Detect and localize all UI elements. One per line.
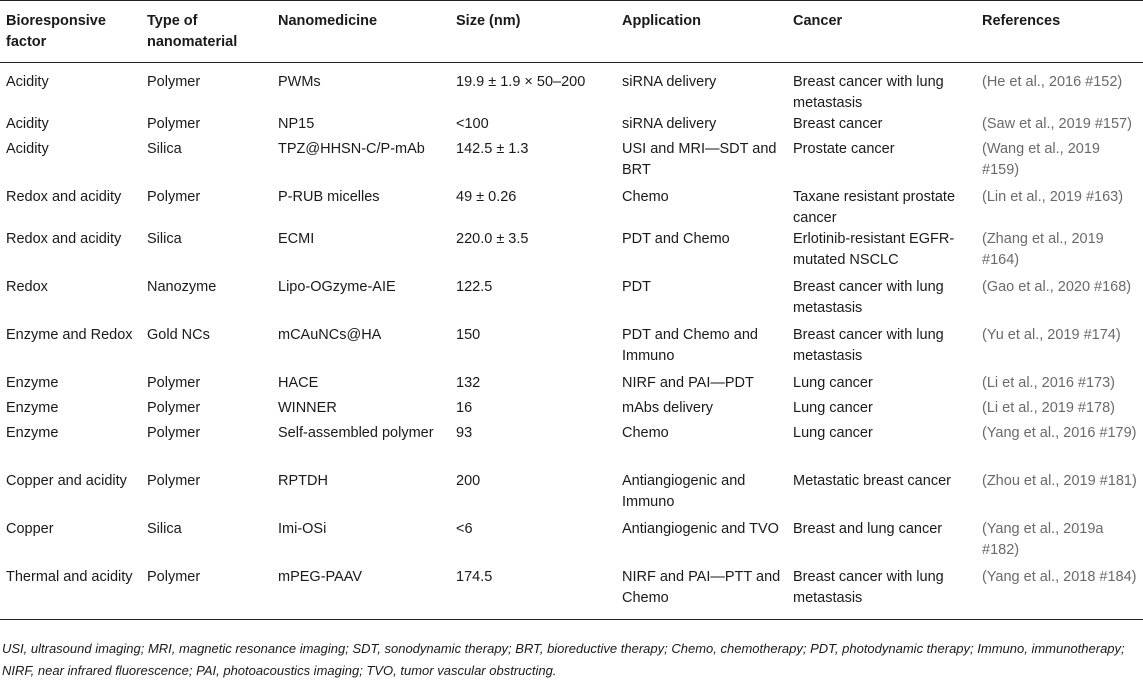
- nanomaterial-cell: Polymer: [141, 567, 272, 620]
- size-cell: 200: [456, 473, 481, 489]
- cancer-cell: Breast cancer: [793, 116, 883, 132]
- bioresponsive-factor-cell: Thermal and acidity: [0, 567, 141, 620]
- cancer-cell: Breast and lung cancer: [793, 521, 943, 537]
- cancer-cell: Lung cancer: [793, 400, 873, 416]
- nanomedicine-cell: mPEG-PAAV: [272, 567, 450, 620]
- size-cell: 122.5: [456, 279, 493, 295]
- nanomaterial-cell: Nanozyme: [147, 279, 217, 295]
- table-row: [0, 423, 1143, 471]
- cancer-cell: Metastatic breast cancer: [793, 473, 951, 489]
- cancer-cell: Breast cancer with lung metastasis: [793, 279, 944, 316]
- table-row: [0, 229, 1143, 277]
- size-cell: 220.0 ± 3.5: [456, 231, 529, 247]
- cancer-cell: Erlotinib-resistant EGFR-mutated NSCLC: [793, 231, 955, 268]
- table-row: [0, 325, 1143, 373]
- reference-cell: (Lin et al., 2019 #163): [982, 189, 1124, 205]
- cancer-cell: Breast cancer with lung metastasis: [793, 327, 944, 364]
- nanomaterial-cell: Polymer: [147, 375, 201, 391]
- application-cell: USI and MRI—SDT and BRT: [622, 141, 777, 178]
- nanomedicine-cell: TPZ@HHSN-C/P-mAb: [278, 141, 425, 157]
- table-row: [0, 398, 1143, 423]
- reference-cell: (Yu et al., 2019 #174): [982, 327, 1121, 343]
- cancer-cell: Breast cancer with lung metastasis: [793, 74, 944, 111]
- size-cell: 93: [456, 425, 473, 441]
- bioresponsive-factor-cell: Enzyme: [6, 400, 59, 416]
- bioresponsive-factor-cell: Redox and acidity: [6, 189, 122, 205]
- nanomedicine-cell: RPTDH: [278, 473, 328, 489]
- application-cell: PDT: [622, 279, 651, 295]
- header-bioresponsive-factor: Bioresponsive factor: [0, 1, 141, 63]
- nanomedicine-cell: WINNER: [278, 400, 337, 416]
- nanomedicine-cell: NP15: [278, 116, 315, 132]
- nanomedicine-cell: HACE: [278, 375, 319, 391]
- reference-cell: (Yang et al., 2019a #182): [982, 521, 1104, 558]
- size-cell: 132: [456, 375, 481, 391]
- size-cell: 150: [456, 327, 481, 343]
- nanomaterial-cell: Silica: [147, 231, 182, 247]
- table-row: [0, 187, 1143, 229]
- table-body: [0, 63, 1143, 620]
- application-cell: Antiangiogenic and TVO: [622, 521, 779, 537]
- nanomaterial-cell: Silica: [147, 141, 182, 157]
- nanomedicine-cell: PWMs: [278, 74, 321, 90]
- size-cell: <6: [456, 521, 473, 537]
- reference-cell: (Li et al., 2016 #173): [982, 375, 1116, 391]
- cancer-cell: Breast cancer with lung metastasis: [787, 567, 976, 620]
- bioresponsive-factor-cell: Acidity: [6, 116, 49, 132]
- cancer-cell: Lung cancer: [793, 425, 873, 441]
- bioresponsive-factor-cell: Copper and acidity: [6, 473, 127, 489]
- nanomedicine-cell: P-RUB micelles: [278, 189, 380, 205]
- bioresponsive-factor-cell: Acidity: [6, 141, 49, 157]
- reference-cell: (Li et al., 2019 #178): [982, 400, 1116, 416]
- size-cell: 142.5 ± 1.3: [456, 141, 529, 157]
- reference-cell: (Zhou et al., 2019 #181): [982, 473, 1137, 489]
- cancer-cell: Prostate cancer: [793, 141, 895, 157]
- cancer-cell: Lung cancer: [793, 375, 873, 391]
- reference-cell: (Wang et al., 2019 #159): [982, 141, 1100, 178]
- application-cell: Chemo: [622, 189, 669, 205]
- reference-cell: (Yang et al., 2016 #179): [982, 425, 1137, 441]
- nanomaterial-cell: Polymer: [147, 116, 201, 132]
- table-row: [0, 373, 1143, 398]
- reference-cell: (Saw et al., 2019 #157): [982, 116, 1132, 132]
- size-cell: 174.5: [450, 567, 616, 620]
- header-type-of-nanomaterial: Type of nanomaterial: [141, 1, 272, 63]
- application-cell: NIRF and PAI—PTT and Chemo: [616, 567, 787, 620]
- reference-cell: (Yang et al., 2018 #184): [976, 567, 1143, 620]
- bioresponsive-factor-cell: Enzyme and Redox: [6, 327, 133, 343]
- header-cancer: Cancer: [787, 1, 976, 63]
- table-row: [0, 63, 1143, 115]
- header-nanomedicine: Nanomedicine: [272, 1, 450, 63]
- table-row: [0, 139, 1143, 187]
- nanomaterial-cell: Polymer: [147, 425, 201, 441]
- table-row: [0, 114, 1143, 139]
- size-cell: 19.9 ± 1.9 × 50–200: [456, 74, 586, 90]
- nanomaterial-cell: Polymer: [147, 473, 201, 489]
- reference-cell: (He et al., 2016 #152): [982, 74, 1123, 90]
- application-cell: siRNA delivery: [622, 74, 717, 90]
- header-application: Application: [616, 1, 787, 63]
- cancer-cell: Taxane resistant prostate cancer: [793, 189, 956, 226]
- nanomaterial-cell: Silica: [147, 521, 182, 537]
- header-row: [0, 1, 1143, 63]
- nanomaterial-cell: Polymer: [147, 189, 201, 205]
- header-references: References: [976, 1, 1143, 63]
- application-cell: siRNA delivery: [622, 116, 717, 132]
- header-size: Size (nm): [450, 1, 616, 63]
- nanomedicine-cell: Self-assembled polymer: [278, 425, 434, 441]
- table-row: [0, 471, 1143, 519]
- reference-cell: (Zhang et al., 2019 #164): [982, 231, 1104, 268]
- application-cell: NIRF and PAI—PDT: [622, 375, 754, 391]
- nanomaterial-cell: Gold NCs: [147, 327, 210, 343]
- bioresponsive-factor-cell: Acidity: [6, 74, 49, 90]
- application-cell: Chemo: [622, 425, 669, 441]
- bioresponsive-factor-cell: Copper: [6, 521, 54, 537]
- nanomedicine-cell: ECMI: [278, 231, 315, 247]
- application-cell: PDT and Chemo and Immuno: [622, 327, 758, 364]
- application-cell: PDT and Chemo: [622, 231, 730, 247]
- bioresponsive-factor-cell: Redox and acidity: [6, 231, 122, 247]
- application-cell: mAbs delivery: [622, 400, 714, 416]
- nanomedicine-cell: Imi-OSi: [278, 521, 327, 537]
- table-footnote: USI, ultrasound imaging; MRI, magnetic resonance imaging; SDT, sonodynamic therapy; BRT, bioreductive therapy; Chemo, chemotherapy; PDT, photodynamic therapy; Immuno, immunotherapy; NIRF, near infrared fluorescence; PAI, photoacoustics imaging; TVO, tumor vascular obstructing.: [2, 641, 1125, 678]
- nanomedicine-cell: Lipo-OGzyme-AIE: [278, 279, 396, 295]
- bioresponsive-factor-cell: Enzyme: [6, 425, 59, 441]
- bioresponsive-factor-cell: Redox: [6, 279, 48, 295]
- nanomedicine-cell: mCAuNCs@HA: [278, 327, 382, 343]
- table-row: [0, 277, 1143, 325]
- table-row: [0, 519, 1143, 567]
- reference-cell: (Gao et al., 2020 #168): [982, 279, 1132, 295]
- size-cell: <100: [456, 116, 489, 132]
- nanomaterial-cell: Polymer: [147, 74, 201, 90]
- bioresponsive-factor-cell: Enzyme: [6, 375, 59, 391]
- size-cell: 16: [456, 400, 473, 416]
- size-cell: 49 ± 0.26: [456, 189, 517, 205]
- application-cell: Antiangiogenic and Immuno: [622, 473, 746, 510]
- table-row: [0, 567, 1143, 620]
- nanomaterial-cell: Polymer: [147, 400, 201, 416]
